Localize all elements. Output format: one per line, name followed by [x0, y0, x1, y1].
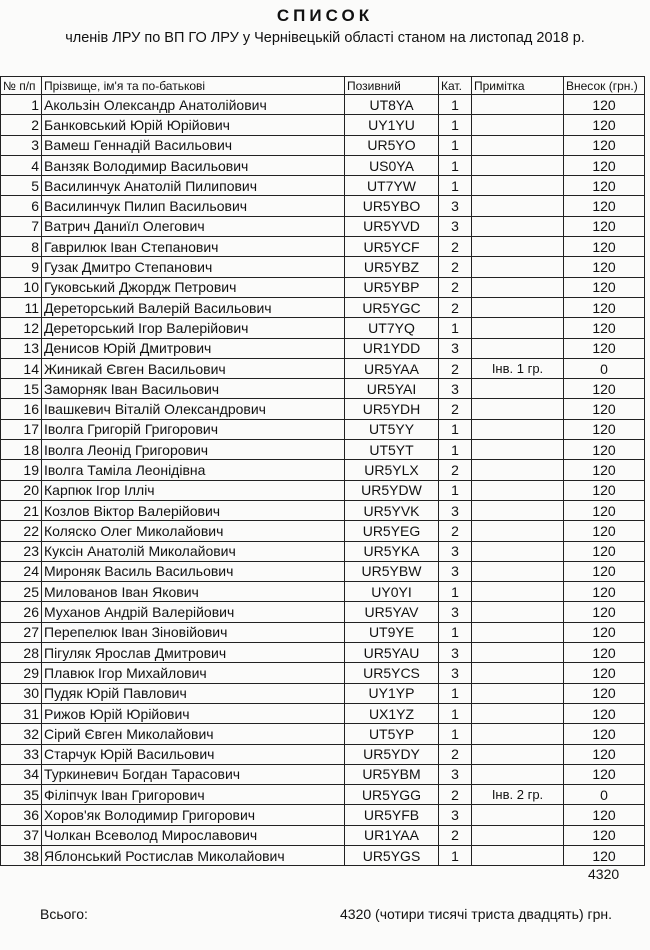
callsign: UR5YVK [345, 500, 439, 520]
callsign: UT8YA [345, 95, 439, 115]
row-number: 31 [1, 703, 42, 723]
row-number: 26 [1, 602, 42, 622]
callsign: UR5YBM [345, 764, 439, 784]
member-name: Іволга Леонід Григорович [42, 440, 345, 460]
callsign: UR5YBW [345, 561, 439, 581]
callsign: UY1YP [345, 683, 439, 703]
fee-amount: 120 [564, 440, 645, 460]
row-number: 11 [1, 297, 42, 317]
table-row [1, 460, 645, 480]
fee-amount: 120 [564, 541, 645, 561]
members-table [0, 76, 645, 866]
category: 1 [439, 582, 472, 602]
category: 1 [439, 845, 472, 865]
fee-amount: 120 [564, 703, 645, 723]
table-row [1, 338, 645, 358]
member-name: Куксін Анатолій Миколайович [42, 541, 345, 561]
row-number: 12 [1, 318, 42, 338]
table-row [1, 683, 645, 703]
fee-amount: 120 [564, 561, 645, 581]
category: 2 [439, 825, 472, 845]
note [472, 176, 564, 196]
member-name: Заморняк Іван Васильович [42, 379, 345, 399]
note [472, 521, 564, 541]
fee-amount: 120 [564, 683, 645, 703]
row-number: 9 [1, 257, 42, 277]
category: 1 [439, 440, 472, 460]
note [472, 297, 564, 317]
callsign: UR5YDY [345, 744, 439, 764]
note [472, 561, 564, 581]
callsign: UR5YGS [345, 845, 439, 865]
category: 1 [439, 115, 472, 135]
fee-amount: 120 [564, 500, 645, 520]
fee-amount: 120 [564, 643, 645, 663]
member-name: Дереторський Валерій Васильович [42, 297, 345, 317]
table-row [1, 663, 645, 683]
member-name: Сірий Євген Миколайович [42, 724, 345, 744]
document-title: СПИСОК [276, 6, 374, 25]
row-number: 37 [1, 825, 42, 845]
note [472, 379, 564, 399]
callsign: UR5YAU [345, 643, 439, 663]
member-name: Гузак Дмитро Степанович [42, 257, 345, 277]
callsign: UR5YDH [345, 399, 439, 419]
category: 1 [439, 155, 472, 175]
category: 1 [439, 622, 472, 642]
member-name: Мироняк Василь Васильович [42, 561, 345, 581]
category: 3 [439, 216, 472, 236]
row-number: 22 [1, 521, 42, 541]
note [472, 135, 564, 155]
member-name: Коляско Олег Миколайович [42, 521, 345, 541]
member-name: Вамеш Геннадій Васильович [42, 135, 345, 155]
member-name: Старчук Юрій Васильович [42, 744, 345, 764]
fee-amount: 120 [564, 257, 645, 277]
member-name: Василинчук Пилип Васильович [42, 196, 345, 216]
row-number: 29 [1, 663, 42, 683]
category: 2 [439, 744, 472, 764]
note [472, 440, 564, 460]
row-number: 10 [1, 277, 42, 297]
table-row [1, 216, 645, 236]
callsign: UR5YEG [345, 521, 439, 541]
category: 2 [439, 399, 472, 419]
category: 2 [439, 237, 472, 257]
callsign: UR5YCF [345, 237, 439, 257]
callsign: UR5YO [345, 135, 439, 155]
table-total: 4320 [588, 866, 620, 882]
table-row [1, 582, 645, 602]
category: 2 [439, 521, 472, 541]
callsign: UX1YZ [345, 703, 439, 723]
table-row [1, 379, 645, 399]
fee-amount: 120 [564, 480, 645, 500]
table-row [1, 845, 645, 865]
table-row [1, 95, 645, 115]
table-row [1, 176, 645, 196]
note [472, 744, 564, 764]
category: 1 [439, 480, 472, 500]
member-name: Рижов Юрій Юрійович [42, 703, 345, 723]
note [472, 155, 564, 175]
fee-amount: 120 [564, 399, 645, 419]
fee-amount: 120 [564, 663, 645, 683]
header-amount: Внесок (грн.) [564, 77, 645, 95]
category: 3 [439, 379, 472, 399]
table-row [1, 135, 645, 155]
row-number: 23 [1, 541, 42, 561]
row-number: 35 [1, 785, 42, 805]
table-row [1, 297, 645, 317]
note [472, 622, 564, 642]
table-row [1, 358, 645, 378]
row-number: 24 [1, 561, 42, 581]
member-name: Дереторський Ігор Валерійович [42, 318, 345, 338]
row-number: 27 [1, 622, 42, 642]
member-name: Пудяк Юрій Павлович [42, 683, 345, 703]
category: 1 [439, 95, 472, 115]
table-row [1, 703, 645, 723]
row-number: 21 [1, 500, 42, 520]
member-name: Хоров'як Володимир Григорович [42, 805, 345, 825]
fee-amount: 120 [564, 744, 645, 764]
category: 1 [439, 318, 472, 338]
note [472, 764, 564, 784]
table-row [1, 257, 645, 277]
category: 3 [439, 805, 472, 825]
row-number: 30 [1, 683, 42, 703]
row-number: 1 [1, 95, 42, 115]
fee-amount: 120 [564, 582, 645, 602]
row-number: 15 [1, 379, 42, 399]
member-name: Плавюк Ігор Михайлович [42, 663, 345, 683]
fee-amount: 120 [564, 622, 645, 642]
callsign: UY0YI [345, 582, 439, 602]
member-name: Банковський Юрій Юрійович [42, 115, 345, 135]
row-number: 16 [1, 399, 42, 419]
member-name: Яблонський Ростислав Миколайович [42, 845, 345, 865]
note [472, 399, 564, 419]
callsign: UR5YFB [345, 805, 439, 825]
fee-amount: 120 [564, 155, 645, 175]
table-row [1, 785, 645, 805]
footer-total-text: 4320 (чотири тисячі триста двадцять) грн. [340, 906, 613, 922]
callsign: UT5YT [345, 440, 439, 460]
row-number: 20 [1, 480, 42, 500]
member-name: Гуковський Джордж Петрович [42, 277, 345, 297]
note [472, 643, 564, 663]
callsign: UT7YQ [345, 318, 439, 338]
fee-amount: 120 [564, 277, 645, 297]
callsign: UR5YVD [345, 216, 439, 236]
callsign: UR5YGC [345, 297, 439, 317]
row-number: 8 [1, 237, 42, 257]
callsign: UR5YAI [345, 379, 439, 399]
row-number: 3 [1, 135, 42, 155]
fee-amount: 120 [564, 95, 645, 115]
fee-amount: 120 [564, 338, 645, 358]
fee-amount: 0 [564, 785, 645, 805]
callsign: UR5YBP [345, 277, 439, 297]
table-row [1, 622, 645, 642]
note [472, 237, 564, 257]
table-row [1, 521, 645, 541]
table-row [1, 115, 645, 135]
table-row [1, 399, 645, 419]
category: 2 [439, 257, 472, 277]
note [472, 277, 564, 297]
callsign: UR5YAA [345, 358, 439, 378]
category: 1 [439, 703, 472, 723]
row-number: 6 [1, 196, 42, 216]
header-note: Примітка [472, 77, 564, 95]
note [472, 663, 564, 683]
category: 3 [439, 602, 472, 622]
table-row [1, 480, 645, 500]
category: 3 [439, 338, 472, 358]
row-number: 36 [1, 805, 42, 825]
note [472, 825, 564, 845]
table-row [1, 237, 645, 257]
callsign: UR5YBZ [345, 257, 439, 277]
row-number: 19 [1, 460, 42, 480]
fee-amount: 0 [564, 358, 645, 378]
header-name: Прізвище, ім'я та по-батькові [42, 77, 345, 95]
table-row [1, 764, 645, 784]
table-row [1, 744, 645, 764]
category: 1 [439, 683, 472, 703]
fee-amount: 120 [564, 521, 645, 541]
callsign: UT9YE [345, 622, 439, 642]
fee-amount: 120 [564, 216, 645, 236]
row-number: 34 [1, 764, 42, 784]
row-number: 18 [1, 440, 42, 460]
category: 3 [439, 663, 472, 683]
table-row [1, 724, 645, 744]
callsign: UR1YAA [345, 825, 439, 845]
table-row [1, 277, 645, 297]
row-number: 13 [1, 338, 42, 358]
note [472, 500, 564, 520]
row-number: 2 [1, 115, 42, 135]
table-row [1, 561, 645, 581]
fee-amount: 120 [564, 176, 645, 196]
callsign: US0YA [345, 155, 439, 175]
table-row [1, 825, 645, 845]
fee-amount: 120 [564, 460, 645, 480]
callsign: UT7YW [345, 176, 439, 196]
note: Інв. 2 гр. [472, 785, 564, 805]
member-name: Іволга Григорій Григорович [42, 419, 345, 439]
document-subtitle: членів ЛРУ по ВП ГО ЛРУ у Чернівецькій області станом на листопад 2018 р. [65, 30, 585, 46]
callsign: UR5YKA [345, 541, 439, 561]
callsign: UR5YBO [345, 196, 439, 216]
callsign: UT5YY [345, 419, 439, 439]
member-name: Перепелюк Іван Зіновійович [42, 622, 345, 642]
note [472, 805, 564, 825]
member-name: Козлов Віктор Валерійович [42, 500, 345, 520]
callsign: UR5YAV [345, 602, 439, 622]
callsign: UT5YP [345, 724, 439, 744]
callsign: UY1YU [345, 115, 439, 135]
table-row [1, 643, 645, 663]
row-number: 5 [1, 176, 42, 196]
note [472, 582, 564, 602]
category: 2 [439, 785, 472, 805]
member-name: Карпюк Ігор Ілліч [42, 480, 345, 500]
member-name: Милованов Іван Якович [42, 582, 345, 602]
table-row [1, 196, 645, 216]
member-name: Василинчук Анатолій Пилипович [42, 176, 345, 196]
callsign: UR1YDD [345, 338, 439, 358]
member-name: Жиникай Євген Васильович [42, 358, 345, 378]
member-name: Ванзяк Володимир Васильович [42, 155, 345, 175]
row-number: 14 [1, 358, 42, 378]
table-row [1, 500, 645, 520]
table-row [1, 419, 645, 439]
row-number: 25 [1, 582, 42, 602]
category: 2 [439, 297, 472, 317]
category: 3 [439, 500, 472, 520]
callsign: UR5YGG [345, 785, 439, 805]
row-number: 33 [1, 744, 42, 764]
header-callsign: Позивний [345, 77, 439, 95]
header-num: № п/п [1, 77, 42, 95]
member-name: Гаврилюк Іван Степанович [42, 237, 345, 257]
table-row [1, 602, 645, 622]
fee-amount: 120 [564, 764, 645, 784]
note [472, 460, 564, 480]
row-number: 4 [1, 155, 42, 175]
member-name: Чолкан Всеволод Мирославович [42, 825, 345, 845]
member-name: Муханов Андрій Валерійович [42, 602, 345, 622]
fee-amount: 120 [564, 845, 645, 865]
callsign: UR5YCS [345, 663, 439, 683]
category: 1 [439, 419, 472, 439]
category: 2 [439, 358, 472, 378]
category: 3 [439, 561, 472, 581]
category: 3 [439, 643, 472, 663]
fee-amount: 120 [564, 379, 645, 399]
row-number: 32 [1, 724, 42, 744]
fee-amount: 120 [564, 135, 645, 155]
note [472, 845, 564, 865]
note [472, 541, 564, 561]
member-name: Пігуляк Ярослав Дмитрович [42, 643, 345, 663]
table-row [1, 155, 645, 175]
note [472, 338, 564, 358]
callsign: UR5YLX [345, 460, 439, 480]
note: Інв. 1 гр. [472, 358, 564, 378]
category: 1 [439, 176, 472, 196]
callsign: UR5YDW [345, 480, 439, 500]
category: 2 [439, 460, 472, 480]
category: 3 [439, 541, 472, 561]
note [472, 683, 564, 703]
table-body [1, 95, 645, 866]
fee-amount: 120 [564, 825, 645, 845]
note [472, 724, 564, 744]
note [472, 602, 564, 622]
member-name: Денисов Юрій Дмитрович [42, 338, 345, 358]
row-number: 7 [1, 216, 42, 236]
note [472, 115, 564, 135]
note [472, 480, 564, 500]
category: 3 [439, 196, 472, 216]
fee-amount: 120 [564, 318, 645, 338]
member-name: Івашкевич Віталій Олександрович [42, 399, 345, 419]
note [472, 419, 564, 439]
note [472, 95, 564, 115]
member-name: Ватрич Даниїл Олегович [42, 216, 345, 236]
note [472, 196, 564, 216]
category: 3 [439, 764, 472, 784]
note [472, 318, 564, 338]
member-name: Акользін Олександр Анатолійович [42, 95, 345, 115]
member-name: Іволга Таміла Леонідівна [42, 460, 345, 480]
note [472, 257, 564, 277]
row-number: 38 [1, 845, 42, 865]
category: 2 [439, 277, 472, 297]
member-name: Туркиневич Богдан Тарасович [42, 764, 345, 784]
table-row [1, 541, 645, 561]
table-row [1, 805, 645, 825]
category: 1 [439, 135, 472, 155]
category: 1 [439, 724, 472, 744]
footer-label: Всього: [40, 906, 88, 922]
header-category: Кат. [439, 77, 472, 95]
row-number: 28 [1, 643, 42, 663]
fee-amount: 120 [564, 237, 645, 257]
table-header-row [1, 77, 645, 95]
fee-amount: 120 [564, 419, 645, 439]
table-row [1, 440, 645, 460]
note [472, 703, 564, 723]
row-number: 17 [1, 419, 42, 439]
member-name: Філіпчук Іван Григорович [42, 785, 345, 805]
fee-amount: 120 [564, 724, 645, 744]
note [472, 216, 564, 236]
fee-amount: 120 [564, 602, 645, 622]
fee-amount: 120 [564, 297, 645, 317]
fee-amount: 120 [564, 115, 645, 135]
table-row [1, 318, 645, 338]
fee-amount: 120 [564, 196, 645, 216]
fee-amount: 120 [564, 805, 645, 825]
